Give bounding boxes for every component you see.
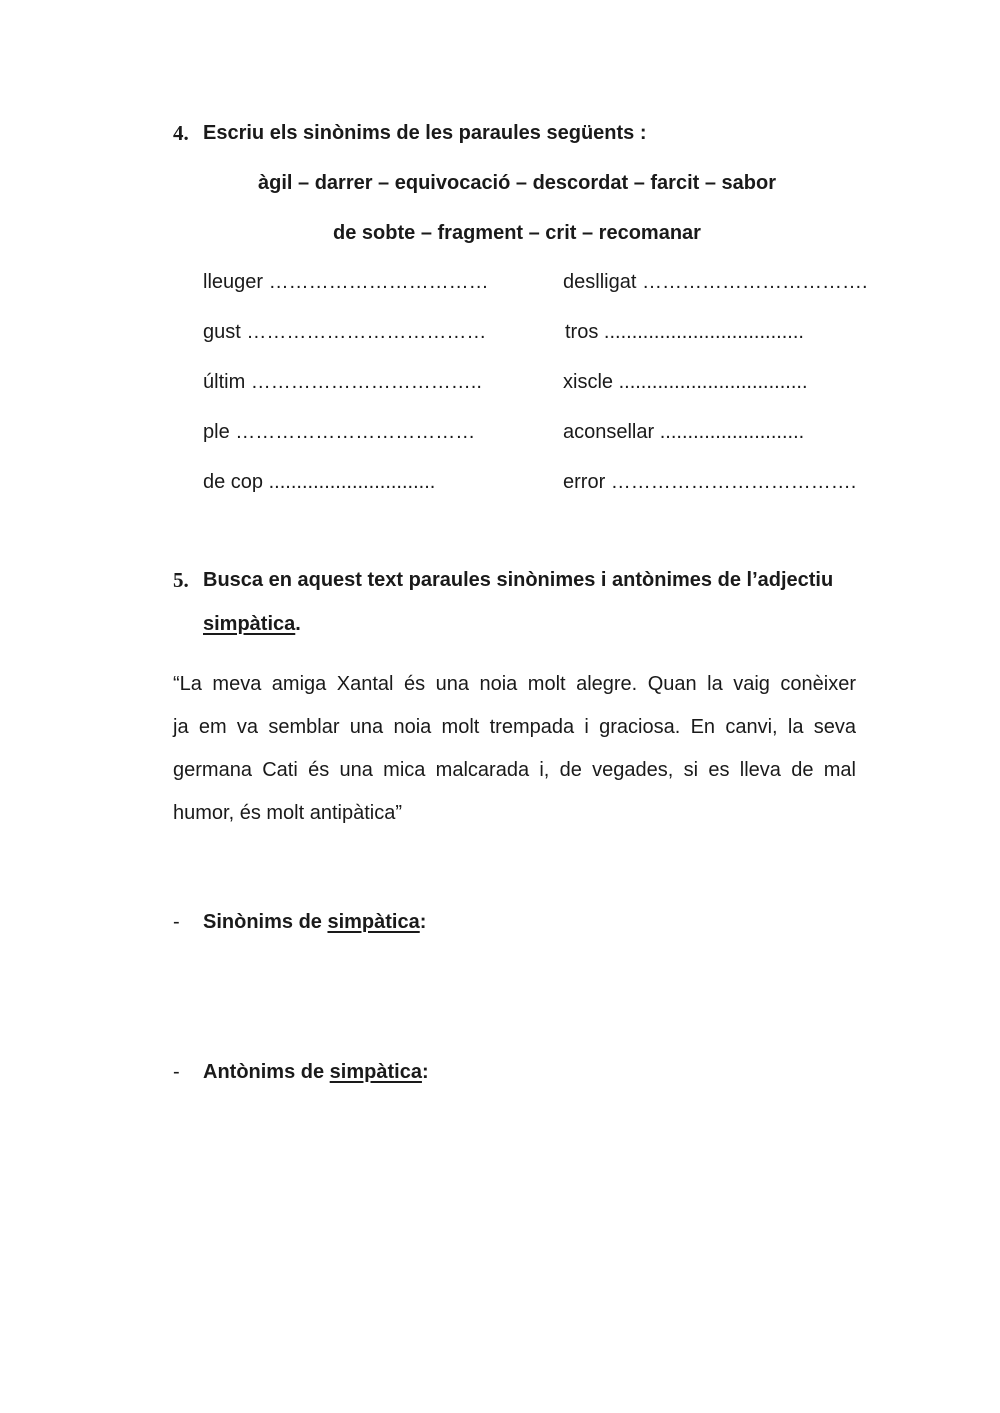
answer-blank[interactable]: ……………………………. bbox=[641, 271, 868, 293]
paragraph-line: “La meva amiga Xantal és una noia molt alegre. Quan la vaig conèixer bbox=[173, 673, 856, 695]
word-bank-line-2: de sobte – fragment – crit – recomanar bbox=[333, 222, 701, 244]
synonym-item-right-5 bbox=[563, 471, 856, 494]
synonym-word: lleuger bbox=[203, 271, 264, 293]
synonym-word: tros bbox=[565, 321, 599, 343]
question-5-title: Busca en aquest text paraules sinònimes i antònimes de l’adjectiu bbox=[203, 569, 834, 591]
quoted-paragraph bbox=[173, 663, 856, 835]
paragraph-line: ja em va semblar una noia molt trempada i graciosa. En canvi, la seva bbox=[173, 716, 856, 738]
antonyms-answer-label bbox=[203, 1061, 429, 1084]
synonym-item-right-4 bbox=[563, 421, 804, 444]
bullet-colon: : bbox=[421, 1061, 429, 1083]
answer-blank[interactable]: .............................. bbox=[268, 471, 436, 493]
synonym-item-left-1 bbox=[203, 271, 489, 294]
question-4-title: Escriu els sinònims de les paraules següents : bbox=[203, 122, 647, 144]
synonym-word: ple bbox=[203, 421, 230, 443]
synonym-word: aconsellar bbox=[563, 421, 655, 443]
synonym-word: de cop bbox=[203, 471, 264, 493]
question-5-number: 5. bbox=[173, 568, 189, 592]
synonym-word: últim bbox=[203, 371, 246, 393]
answer-blank[interactable]: ……………………………… bbox=[246, 321, 487, 343]
synonym-item-left-5 bbox=[203, 471, 435, 494]
answer-blank[interactable]: .................................. bbox=[618, 371, 808, 393]
bullet-dash: - bbox=[173, 911, 180, 933]
synonym-item-right-1 bbox=[563, 271, 868, 294]
synonym-word: xiscle bbox=[563, 371, 614, 393]
synonym-item-right-3 bbox=[563, 371, 808, 394]
paragraph-line: germana Cati és una mica malcarada i, de vegades, si es lleva de mal bbox=[173, 759, 856, 781]
answer-blank[interactable]: …………………………… bbox=[268, 271, 489, 293]
bullet-dash: - bbox=[173, 1061, 180, 1083]
title-period: . bbox=[295, 613, 301, 635]
word-bank-line-1: àgil – darrer – equivocació – descordat – farcit – sabor bbox=[258, 172, 776, 194]
answer-blank[interactable]: ………………………………. bbox=[610, 471, 857, 493]
answer-blank[interactable]: …………………………….. bbox=[250, 371, 482, 393]
synonym-word: gust bbox=[203, 321, 241, 343]
bullet-underlined-word: simpàtica bbox=[327, 911, 420, 933]
bullet-underlined-word: simpàtica bbox=[329, 1061, 422, 1083]
synonym-word: error bbox=[563, 471, 606, 493]
paragraph-line: humor, és molt antipàtica” bbox=[173, 802, 402, 824]
synonym-item-left-4 bbox=[203, 421, 475, 444]
answer-blank[interactable]: .......................... bbox=[659, 421, 805, 443]
bullet-prefix: Antònims de bbox=[203, 1061, 330, 1083]
synonyms-answer-label bbox=[203, 911, 426, 934]
synonym-item-right-2 bbox=[565, 321, 804, 344]
question-5-title-continued bbox=[203, 613, 301, 636]
answer-blank[interactable]: ……………………………… bbox=[235, 421, 476, 443]
question-4-number: 4. bbox=[173, 121, 189, 145]
bullet-colon: : bbox=[419, 911, 427, 933]
synonym-word: deslligat bbox=[563, 271, 637, 293]
synonym-item-left-3 bbox=[203, 371, 482, 394]
bullet-prefix: Sinònims de bbox=[203, 911, 328, 933]
synonym-item-left-2 bbox=[203, 321, 486, 344]
answer-blank[interactable]: .................................... bbox=[603, 321, 804, 343]
target-adjective: simpàtica bbox=[203, 613, 296, 635]
